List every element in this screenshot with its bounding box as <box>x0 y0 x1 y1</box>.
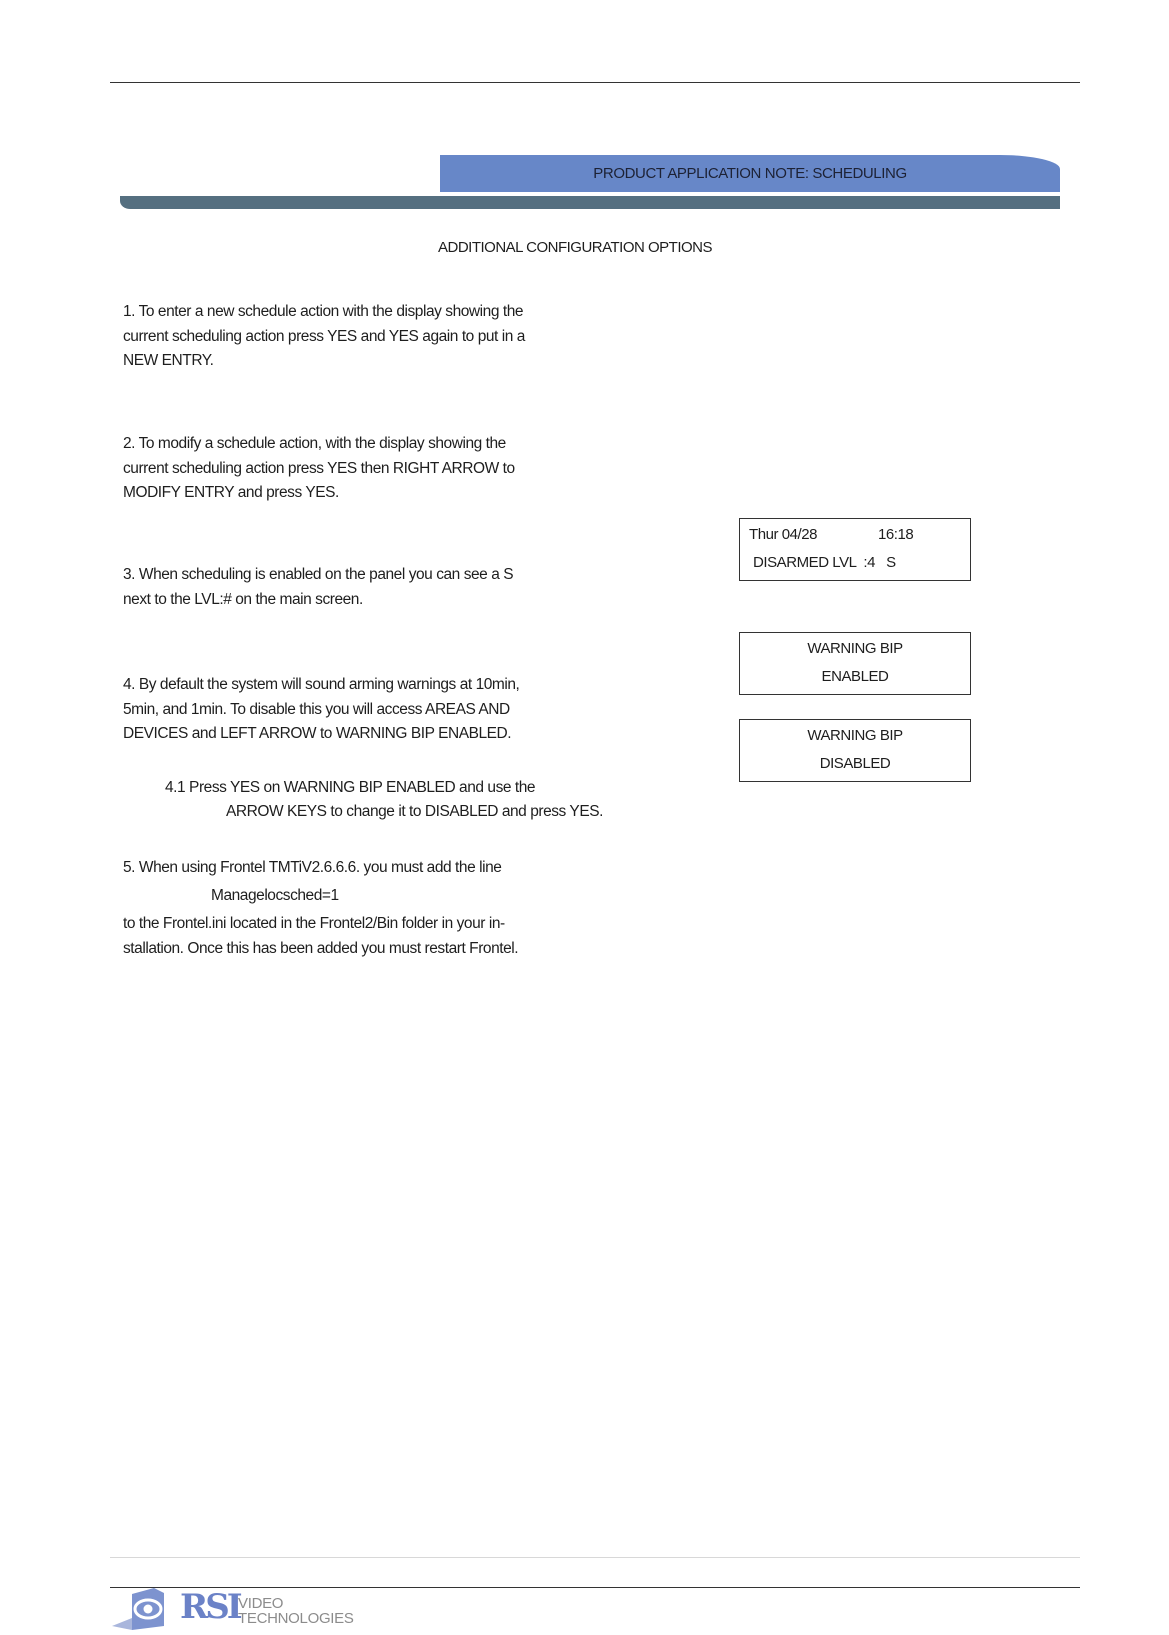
section-title: ADDITIONAL CONFIGURATION OPTIONS <box>437 239 713 256</box>
logo-wordmark: RSI <box>180 1587 240 1627</box>
warning-bip-enabled-display <box>739 632 971 695</box>
document-banner <box>440 155 1060 192</box>
config-line: Managelocsched=1 <box>211 887 339 904</box>
header-rule <box>110 82 1080 83</box>
step-3-line: 3. When scheduling is enabled on the panel you can see a S <box>123 566 514 583</box>
step-4-line: 4. By default the system will sound arming warnings at 10min, <box>123 676 520 693</box>
display-line: DISABLED <box>819 755 891 772</box>
display-status: DISARMED LVL :4 S <box>753 554 896 571</box>
step-1-line: 1. To enter a new schedule action with the display showing the <box>123 303 524 320</box>
step-1-line: current scheduling action press YES and YES again to put in a <box>123 327 525 345</box>
main-screen-display <box>739 518 971 581</box>
step-4-line: 5min, and 1min. To disable this you will access AREAS AND <box>123 700 510 718</box>
step-2-line: MODIFY ENTRY and press YES. <box>123 484 339 501</box>
step-4-1-line: ARROW KEYS to change it to DISABLED and press YES. <box>226 803 603 820</box>
step-5-line: stallation. Once this has been added you must restart Frontel. <box>123 939 519 957</box>
display-line: WARNING BIP <box>807 727 903 744</box>
step-4-line: DEVICES and LEFT ARROW to WARNING BIP ENABLED. <box>123 725 512 742</box>
step-3-line: next to the LVL:# on the main screen. <box>123 590 363 608</box>
eye-logo-icon <box>110 1588 166 1630</box>
display-date: Thur 04/28 <box>749 526 818 543</box>
display-time: 16:18 <box>878 526 914 543</box>
display-line: ENABLED <box>821 668 889 685</box>
footer-rule-light <box>110 1557 1080 1558</box>
logo-tagline-line: TECHNOLOGIES <box>238 1610 354 1627</box>
step-1 <box>123 300 593 374</box>
step-4 <box>123 673 593 747</box>
step-2-line: current scheduling action press YES then RIGHT ARROW to <box>123 459 515 477</box>
step-4-1-line: 4.1 Press YES on WARNING BIP ENABLED and use the <box>165 779 536 796</box>
step-2 <box>123 432 593 506</box>
step-3 <box>123 563 593 612</box>
step-5 <box>123 912 593 961</box>
display-line: WARNING BIP <box>807 640 903 657</box>
banner-title: PRODUCT APPLICATION NOTE: SCHEDULING <box>593 165 907 182</box>
logo-tagline-line: VIDEO <box>238 1595 284 1612</box>
step-2-line: 2. To modify a schedule action, with the display showing the <box>123 435 506 452</box>
step-5-line: 5. When using Frontel TMTiV2.6.6.6. you must add the line <box>123 859 502 876</box>
step-1-line: NEW ENTRY. <box>123 352 214 369</box>
footer-rule <box>110 1587 1080 1588</box>
banner-bar <box>120 196 1060 209</box>
logo-tagline <box>238 1596 354 1626</box>
warning-bip-disabled-display <box>739 719 971 782</box>
step-5-line: to the Frontel.ini located in the Frontel2/Bin folder in your in- <box>123 915 505 932</box>
